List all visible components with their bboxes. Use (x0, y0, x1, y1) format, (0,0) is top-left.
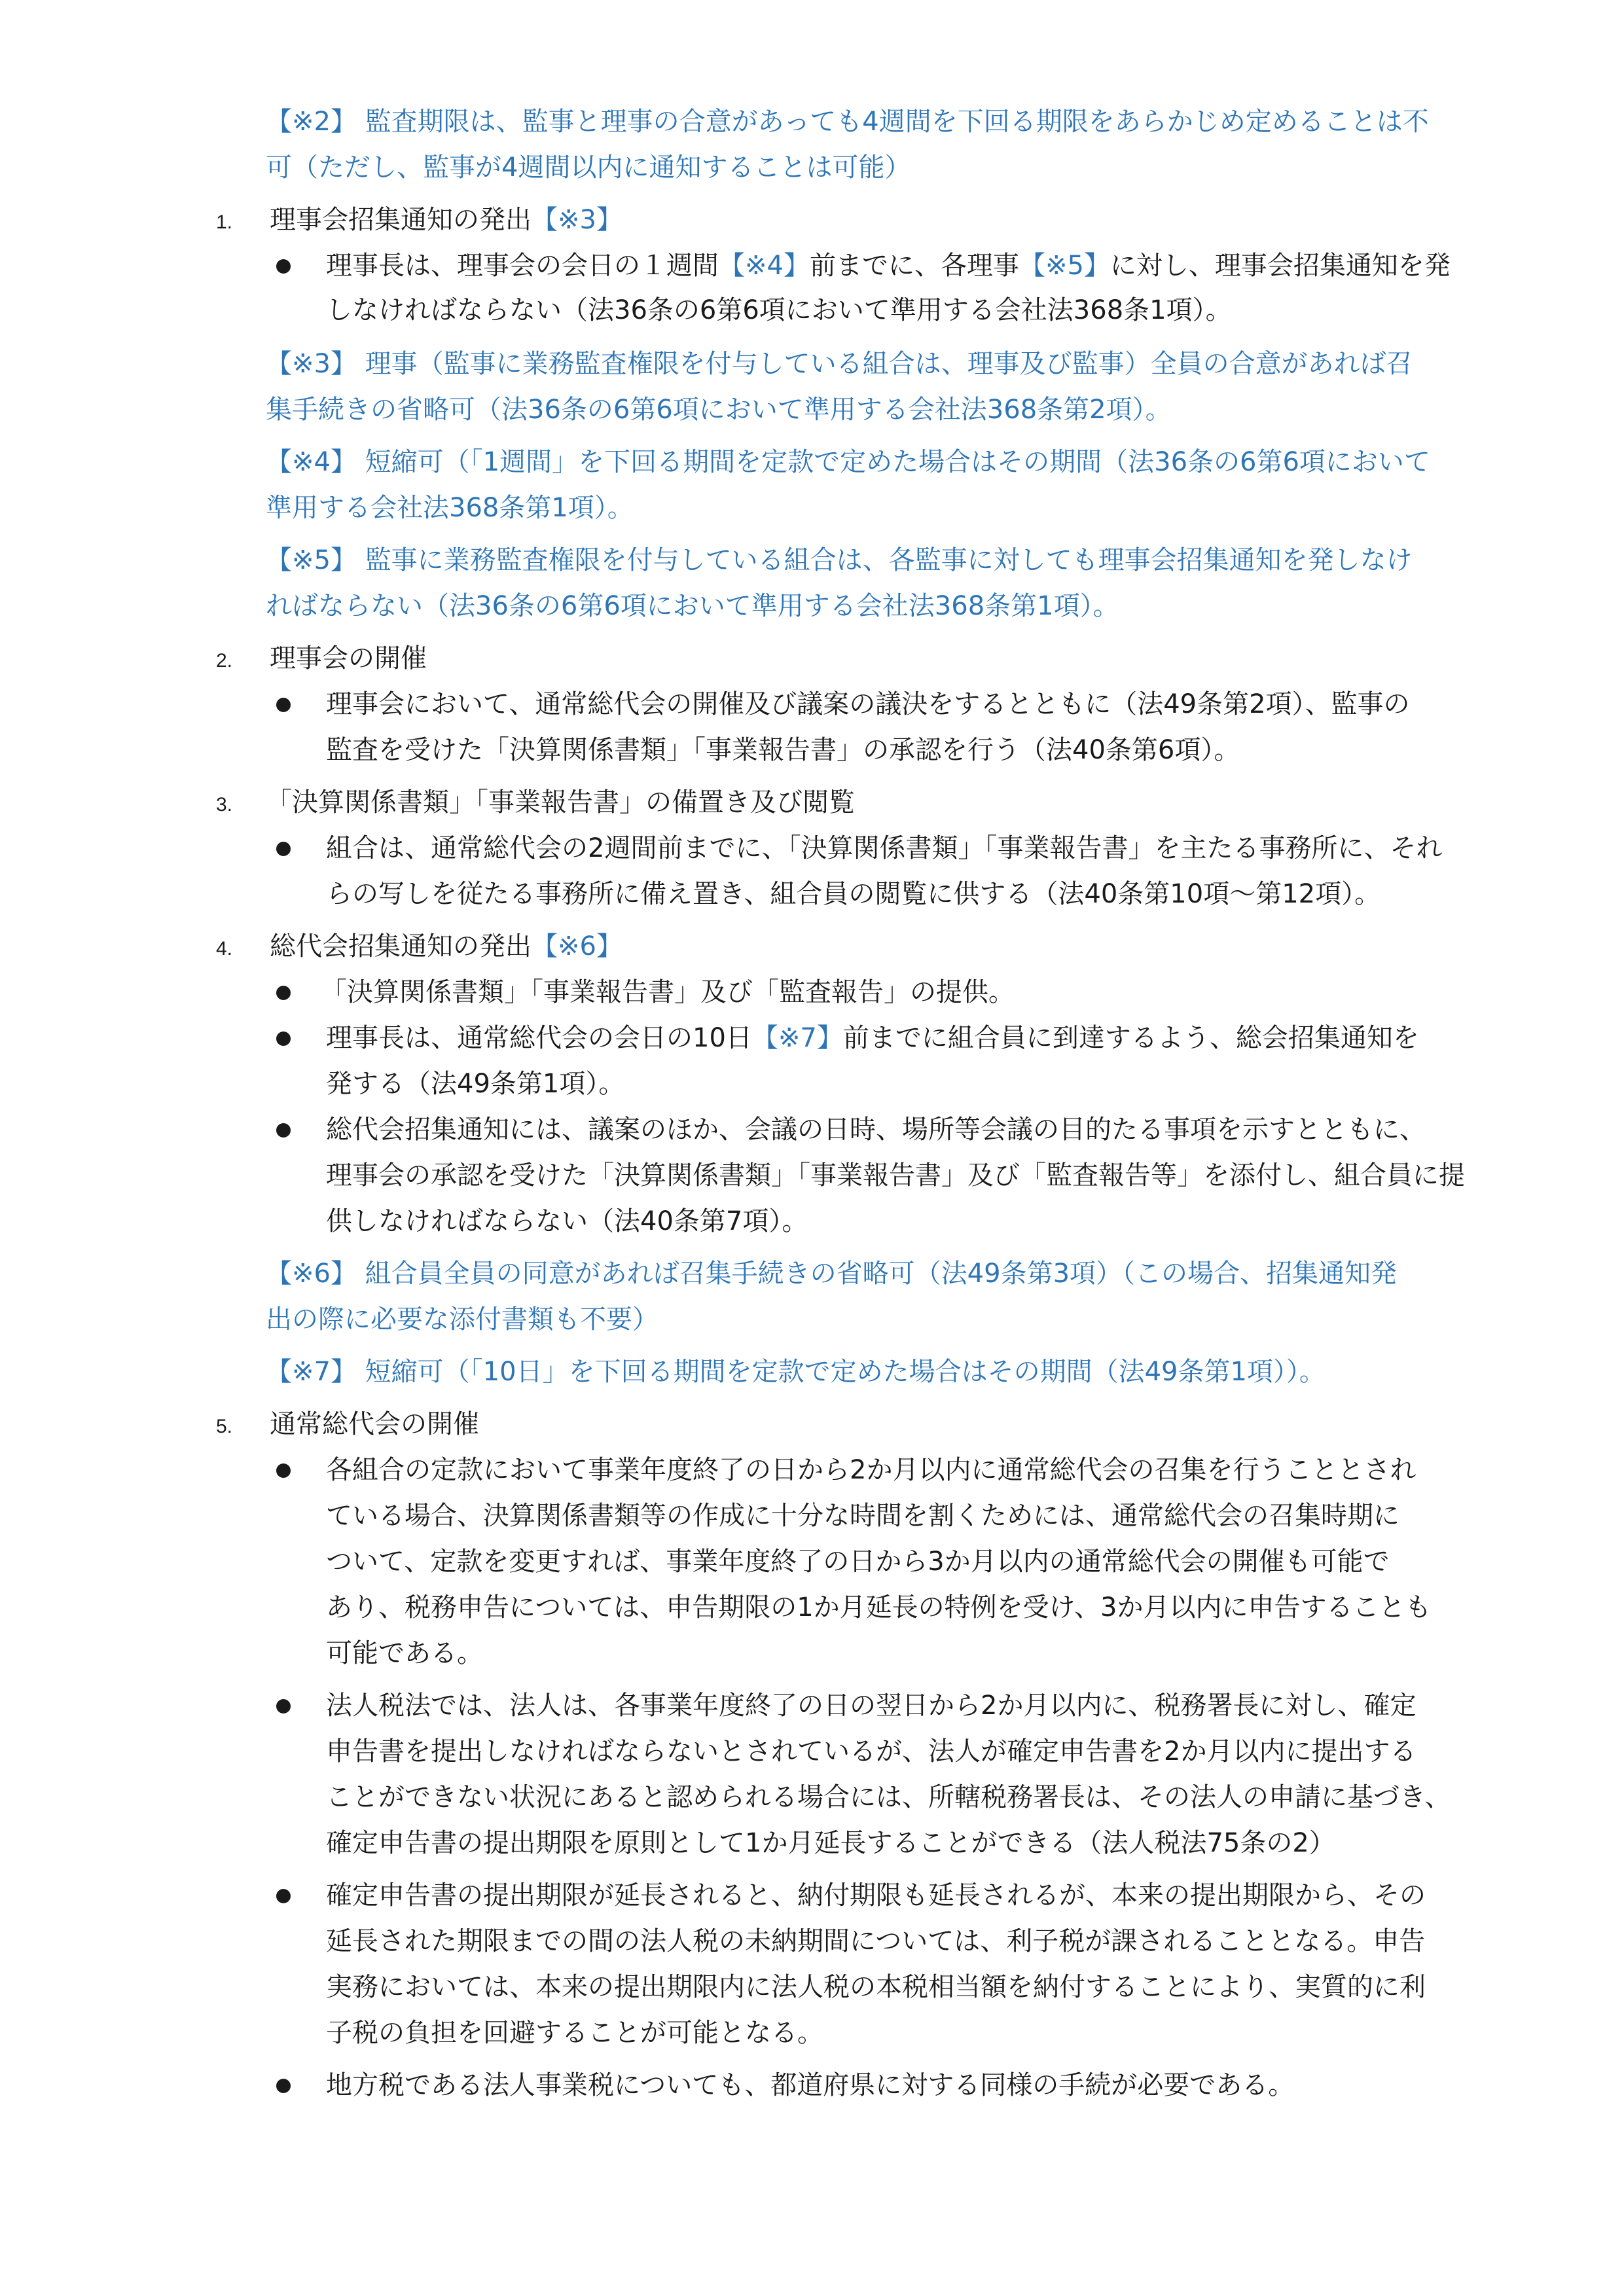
s2-bullet-1-line-1: 理事会において、通常総代会の開催及び議案の議決をするとともに（法49条第2項）、監事の (326, 689, 1410, 719)
bullet-icon (276, 1889, 291, 1903)
section-1-heading-ref: 【※3】 (532, 205, 623, 235)
note-6-line-2: 出の際に必要な添付書類も不要） (266, 1304, 659, 1335)
s5-bullet-2-line-3: ことができない状況にあると認められる場合には、所轄税務署長は、その法人の申請に基づき、 (326, 1782, 1451, 1812)
bullet-icon (276, 1123, 291, 1138)
note-5-line-1: 【※5】 監事に業務監査権限を付与している組合は、各監事に対しても理事会招集通知を発しなけ (266, 545, 1413, 575)
s5-bullet-2-line-2: 申告書を提出しなければならないとされているが、法人が確定申告書を2か月以内に提出する (326, 1736, 1416, 1767)
note-5-line-2: ればならない（法36条の6第6項において準用する会社法368条第1項）。 (266, 591, 1119, 621)
s1-b1-text-a: 理事長は、理事会の会日の１週間 (326, 251, 719, 281)
section-1-heading (270, 200, 623, 240)
note-2-line-2: 可（ただし、監事が4週間以内に通知することは可能） (266, 152, 911, 183)
bullet-icon (276, 698, 291, 712)
note-3-line-1: 【※3】 理事（監事に業務監査権限を付与している組合は、理事及び監事）全員の合意があれば召 (266, 349, 1413, 379)
s4-b2-ref-7: 【※7】 (751, 1023, 843, 1053)
note-7-line-1: 【※7】 短縮可（「10日」を下回る期間を定款で定めた場合はその期間（法49条第1項））。 (266, 1357, 1326, 1387)
s4-bullet-1: 「決算関係書類」「事業報告書」及び「監査報告」の提供。 (321, 977, 1015, 1007)
s5-bullet-1-line-2: ている場合、決算関係書類等の作成に十分な時間を割くためには、通常総代会の召集時期に (326, 1501, 1399, 1531)
s4-b2-text-b: 前までに組合員に到達するよう、総会招集通知を (842, 1023, 1419, 1053)
s5-bullet-1-line-4: あり、税務申告については、申告期限の1か月延長の特例を受け、3か月以内に申告することも (326, 1592, 1432, 1623)
s5-bullet-1-line-3: ついて、定款を変更すれば、事業年度終了の日から3か月以内の通常総代会の開催も可能で (326, 1547, 1390, 1577)
bullet-icon (276, 986, 291, 1000)
section-3-heading: 「決算関係書類」「事業報告書」の備置き及び閲覧 (266, 787, 855, 817)
s5-bullet-4: 地方税である法人事業税についても、都道府県に対する同様の手続が必要である。 (326, 2070, 1295, 2100)
bullet-icon (276, 1463, 291, 1478)
s1-bullet-1-line-1 (326, 246, 1451, 285)
s3-bullet-1-line-2: らの写しを従たる事務所に備え置き、組合員の閲覧に供する（法40条第10項～第12項）。 (326, 879, 1381, 909)
s4-bullet-2-line-2: 発する（法49条第1項）。 (326, 1069, 625, 1099)
s5-bullet-3-line-1: 確定申告書の提出期限が延長されると、納付期限も延長されるが、本来の提出期限から、その (326, 1880, 1426, 1910)
bullet-icon (276, 2079, 291, 2093)
section-1-heading-text: 理事会招集通知の発出 (270, 205, 532, 235)
s4-bullet-3-line-3: 供しなければならない（法40条第7項）。 (326, 1206, 808, 1236)
s4-bullet-3-line-2: 理事会の承認を受けた「決算関係書類」「事業報告書」及び「監査報告等」を添付し、組合員に提 (326, 1160, 1465, 1191)
s5-bullet-2-line-1: 法人税法では、法人は、各事業年度終了の日の翌日から2か月以内に、税務署長に対し、確定 (326, 1691, 1416, 1721)
section-2-number: 2. (216, 650, 233, 672)
bullet-icon (276, 1031, 291, 1046)
s5-bullet-1-line-5: 可能である。 (326, 1638, 483, 1668)
section-4-heading (270, 927, 623, 966)
note-2-line-1: 【※2】 監査期限は、監事と理事の合意があっても4週間を下回る期限をあらかじめ定めることは不 (266, 107, 1429, 137)
s3-bullet-1-line-1: 組合は、通常総代会の2週間前までに、「決算関係書類」「事業報告書」を主たる事務所に、それ (326, 833, 1443, 863)
section-3-number: 3. (216, 794, 233, 816)
bullet-icon (276, 842, 291, 856)
section-4-heading-text: 総代会招集通知の発出 (270, 931, 532, 961)
section-5-number: 5. (216, 1416, 233, 1437)
s4-bullet-3-line-1: 総代会招集通知には、議案のほか、会議の日時、場所等会議の目的たる事項を示すとともに、 (326, 1115, 1426, 1145)
section-4-number: 4. (216, 938, 233, 960)
s5-bullet-3-line-3: 実務においては、本来の提出期限内に法人税の本税相当額を納付することにより、実質的に利 (326, 1972, 1426, 2002)
s4-b2-text-a: 理事長は、通常総代会の会日の10日 (326, 1023, 752, 1053)
s1-b1-ref-4: 【※4】 (719, 251, 810, 281)
s2-bullet-1-line-2: 監査を受けた「決算関係書類」「事業報告書」の承認を行う（法40条第6項）。 (326, 735, 1240, 765)
s1-b1-ref-5: 【※5】 (1019, 251, 1110, 281)
note-6-line-1: 【※6】 組合員全員の同意があれば召集手続きの省略可（法49条第3項）（この場合、招集通知発 (266, 1259, 1398, 1289)
section-2-heading: 理事会の開催 (270, 643, 427, 673)
section-4-heading-ref: 【※6】 (532, 931, 623, 961)
s5-bullet-3-line-2: 延長された期限までの間の法人税の未納期間については、利子税が課されることとなる。申告 (326, 1926, 1426, 1956)
s5-bullet-2-line-4: 確定申告書の提出期限を原則として1か月延長することができる（法人税法75条の2） (326, 1828, 1335, 1858)
bullet-icon (276, 1699, 291, 1713)
s5-bullet-3-line-4: 子税の負担を回避することが可能となる。 (326, 2018, 823, 2048)
section-5-heading: 通常総代会の開催 (270, 1409, 479, 1439)
section-1-number: 1. (216, 211, 233, 233)
s1-bullet-1-line-2: しなければならない（法36条の6第6項において準用する会社法368条1項）。 (326, 295, 1232, 325)
bullet-icon (276, 259, 291, 274)
s5-bullet-1-line-1: 各組合の定款において事業年度終了の日から2か月以内に通常総代会の召集を行うこととされ (326, 1455, 1416, 1485)
note-3-line-2: 集手続きの省略可（法36条の6第6項において準用する会社法368条第2項）。 (266, 395, 1172, 425)
note-4-line-2: 準用する会社法368条第1項）。 (266, 493, 634, 523)
note-4-line-1: 【※4】 短縮可（「1週間」を下回る期間を定款で定めた場合はその期間（法36条の6第6項において (266, 447, 1430, 477)
s4-bullet-2-line-1 (326, 1018, 1419, 1058)
s1-b1-text-c: に対し、理事会招集通知を発 (1110, 251, 1451, 281)
s1-b1-text-b: 前までに、各理事 (809, 251, 1019, 281)
